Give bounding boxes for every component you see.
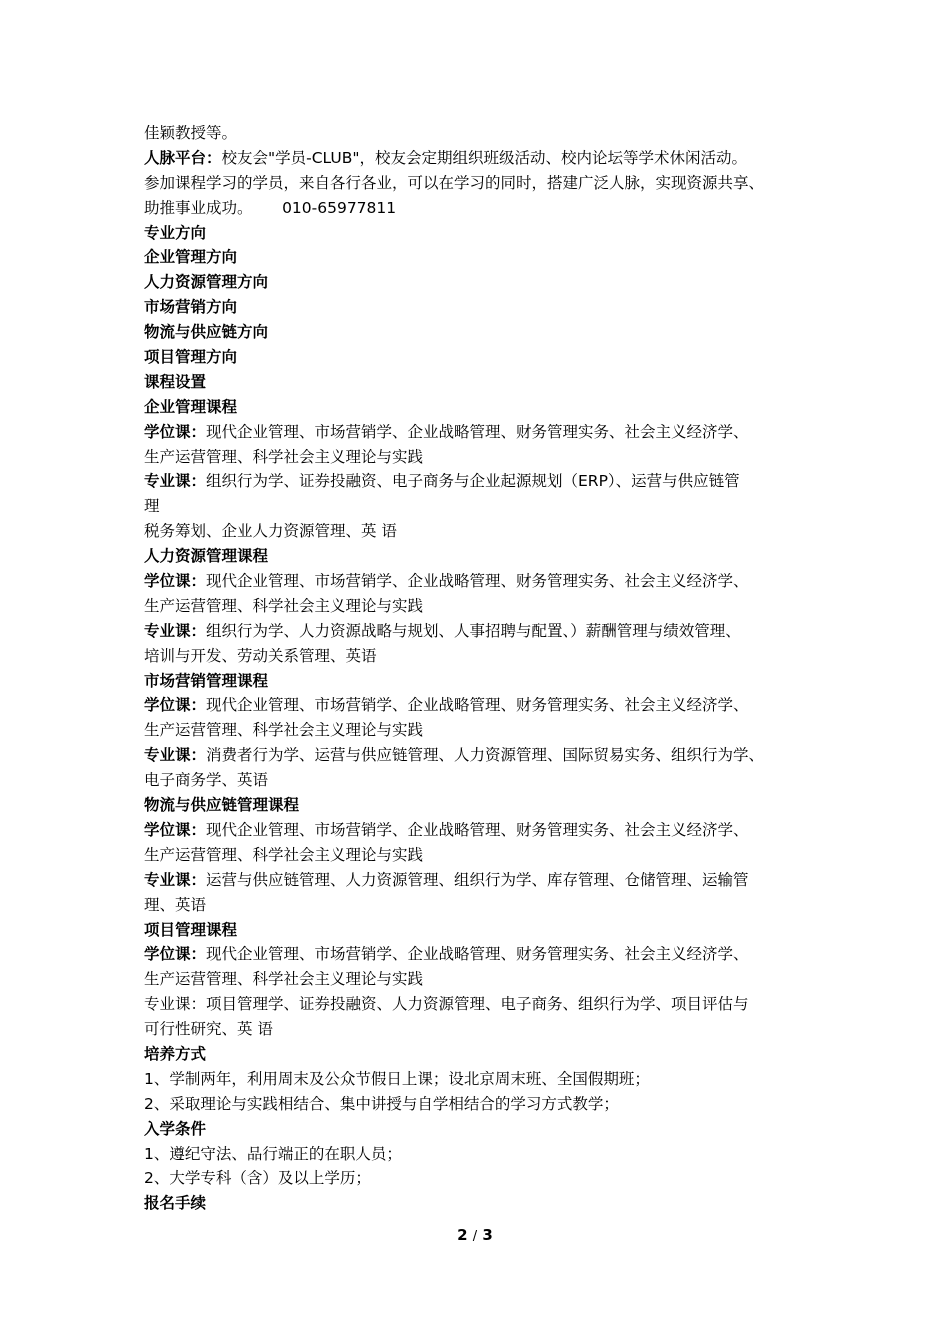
text-line	[144, 270, 824, 295]
line-text: 税务筹划、企业人力资源管理、英 语	[144, 522, 397, 541]
line-text: 电子商务学、英语	[144, 771, 269, 790]
line-text: 理、英语	[144, 895, 207, 914]
text-line	[144, 221, 824, 246]
text-line	[144, 843, 824, 868]
section-heading: 企业管理课程	[144, 397, 238, 416]
text-line	[144, 420, 824, 445]
page-separator: /	[472, 1229, 478, 1244]
section-heading: 人力资源管理方向	[144, 273, 269, 292]
line-text: 组织行为学、证券投融资、电子商务与企业起源规划（ERP）、运营与供应链管	[206, 472, 740, 491]
inline-label: 专业课：	[144, 472, 207, 491]
line-text: 生产运营管理、科学社会主义理论与实践	[144, 596, 424, 615]
line-text: 培训与开发、劳动关系管理、英语	[144, 646, 377, 665]
line-text: 生产运营管理、科学社会主义理论与实践	[144, 721, 424, 740]
text-line	[144, 1117, 824, 1142]
line-text: 消费者行为学、运营与供应链管理、人力资源管理、国际贸易实务、组织行为学、	[206, 746, 765, 765]
inline-label: 学位课：	[144, 572, 207, 591]
text-line	[144, 171, 824, 196]
text-line	[144, 868, 824, 893]
inline-label: 学位课：	[144, 422, 207, 441]
text-line	[144, 1042, 824, 1067]
text-line	[144, 893, 824, 918]
text-line	[144, 245, 824, 270]
line-text: 参加课程学习的学员，来自各行各业，可以在学习的同时，搭建广泛人脉，实现资源共享、	[144, 173, 765, 192]
line-text: 可行性研究、英 语	[144, 1020, 273, 1039]
text-line	[144, 594, 824, 619]
inline-label: 专业课：	[144, 746, 207, 765]
text-line	[144, 918, 824, 943]
text-line	[144, 320, 824, 345]
line-text: 生产运营管理、科学社会主义理论与实践	[144, 970, 424, 989]
line-text: 生产运营管理、科学社会主义理论与实践	[144, 447, 424, 466]
line-text: 现代企业管理、市场营销学、企业战略管理、财务管理实务、社会主义经济学、	[206, 945, 749, 964]
text-line	[144, 1017, 824, 1042]
text-line	[144, 146, 824, 171]
inline-label: 学位课：	[144, 696, 207, 715]
text-line	[144, 818, 824, 843]
line-text: 生产运营管理、科学社会主义理论与实践	[144, 845, 424, 864]
section-heading: 人力资源管理课程	[144, 547, 269, 566]
section-heading: 培养方式	[144, 1044, 207, 1063]
text-line	[144, 1191, 824, 1216]
line-text: 现代企业管理、市场营销学、企业战略管理、财务管理实务、社会主义经济学、	[206, 696, 749, 715]
text-line	[144, 942, 824, 967]
section-heading: 市场营销管理课程	[144, 671, 269, 690]
text-line	[144, 1067, 824, 1092]
text-line	[144, 196, 824, 221]
text-line	[144, 669, 824, 694]
text-line	[144, 295, 824, 320]
text-line	[144, 718, 824, 743]
page-total: 3	[482, 1226, 493, 1244]
text-line	[144, 992, 824, 1017]
text-line	[144, 519, 824, 544]
text-line	[144, 967, 824, 992]
text-line	[144, 494, 824, 519]
page-current: 2	[457, 1226, 468, 1244]
line-text: 2、大学专科（含）及以上学历；	[144, 1169, 371, 1188]
inline-label: 学位课：	[144, 820, 207, 839]
line-text: 专业课：项目管理学、证券投融资、人力资源管理、电子商务、组织行为学、项目评估与	[144, 995, 749, 1014]
text-line	[144, 569, 824, 594]
text-line	[144, 793, 824, 818]
text-line	[144, 345, 824, 370]
line-text: 现代企业管理、市场营销学、企业战略管理、财务管理实务、社会主义经济学、	[206, 820, 749, 839]
section-heading: 课程设置	[144, 372, 207, 391]
inline-label: 专业课：	[144, 621, 207, 640]
text-line	[144, 121, 824, 146]
inline-label: 人脉平台：	[144, 148, 222, 167]
text-line	[144, 768, 824, 793]
inline-label: 专业课：	[144, 870, 207, 889]
line-text: 理	[144, 497, 160, 516]
section-heading: 专业方向	[144, 223, 207, 242]
section-heading: 入学条件	[144, 1119, 207, 1138]
line-text: 现代企业管理、市场营销学、企业战略管理、财务管理实务、社会主义经济学、	[206, 422, 749, 441]
section-heading: 物流与供应链管理课程	[144, 796, 300, 815]
inline-label: 学位课：	[144, 945, 207, 964]
text-line	[144, 445, 824, 470]
line-text: 校友会"学员-CLUB"，校友会定期组织班级活动、校内论坛等学术休闲活动。	[221, 148, 748, 167]
text-line	[144, 743, 824, 768]
line-text: 佳颖教授等。	[144, 124, 238, 142]
text-line	[144, 1166, 824, 1191]
section-heading: 市场营销方向	[144, 298, 238, 317]
line-text: 助推事业成功。 010-65977811	[144, 198, 397, 217]
text-line	[144, 644, 824, 669]
document-body	[144, 121, 824, 1216]
line-text: 1、学制两年，利用周末及公众节假日上课；设北京周末班、全国假期班；	[144, 1069, 650, 1088]
text-line	[144, 1142, 824, 1167]
page-number	[0, 1226, 950, 1244]
text-line	[144, 370, 824, 395]
section-heading: 项目管理课程	[144, 920, 238, 939]
text-line	[144, 469, 824, 494]
text-line	[144, 1092, 824, 1117]
text-line	[144, 395, 824, 420]
line-text: 组织行为学、人力资源战略与规划、人事招聘与配置、）薪酬管理与绩效管理、	[206, 621, 741, 640]
section-heading: 项目管理方向	[144, 348, 238, 367]
text-line	[144, 693, 824, 718]
section-heading: 企业管理方向	[144, 248, 238, 267]
section-heading: 物流与供应链方向	[144, 323, 269, 342]
line-text: 运营与供应链管理、人力资源管理、组织行为学、库存管理、仓储管理、运输管	[206, 870, 749, 889]
text-line	[144, 619, 824, 644]
text-line	[144, 544, 824, 569]
section-heading: 报名手续	[144, 1194, 207, 1213]
line-text: 2、采取理论与实践相结合、集中讲授与自学相结合的学习方式教学；	[144, 1094, 619, 1113]
line-text: 现代企业管理、市场营销学、企业战略管理、财务管理实务、社会主义经济学、	[206, 572, 749, 591]
line-text: 1、遵纪守法、品行端正的在职人员；	[144, 1144, 402, 1163]
